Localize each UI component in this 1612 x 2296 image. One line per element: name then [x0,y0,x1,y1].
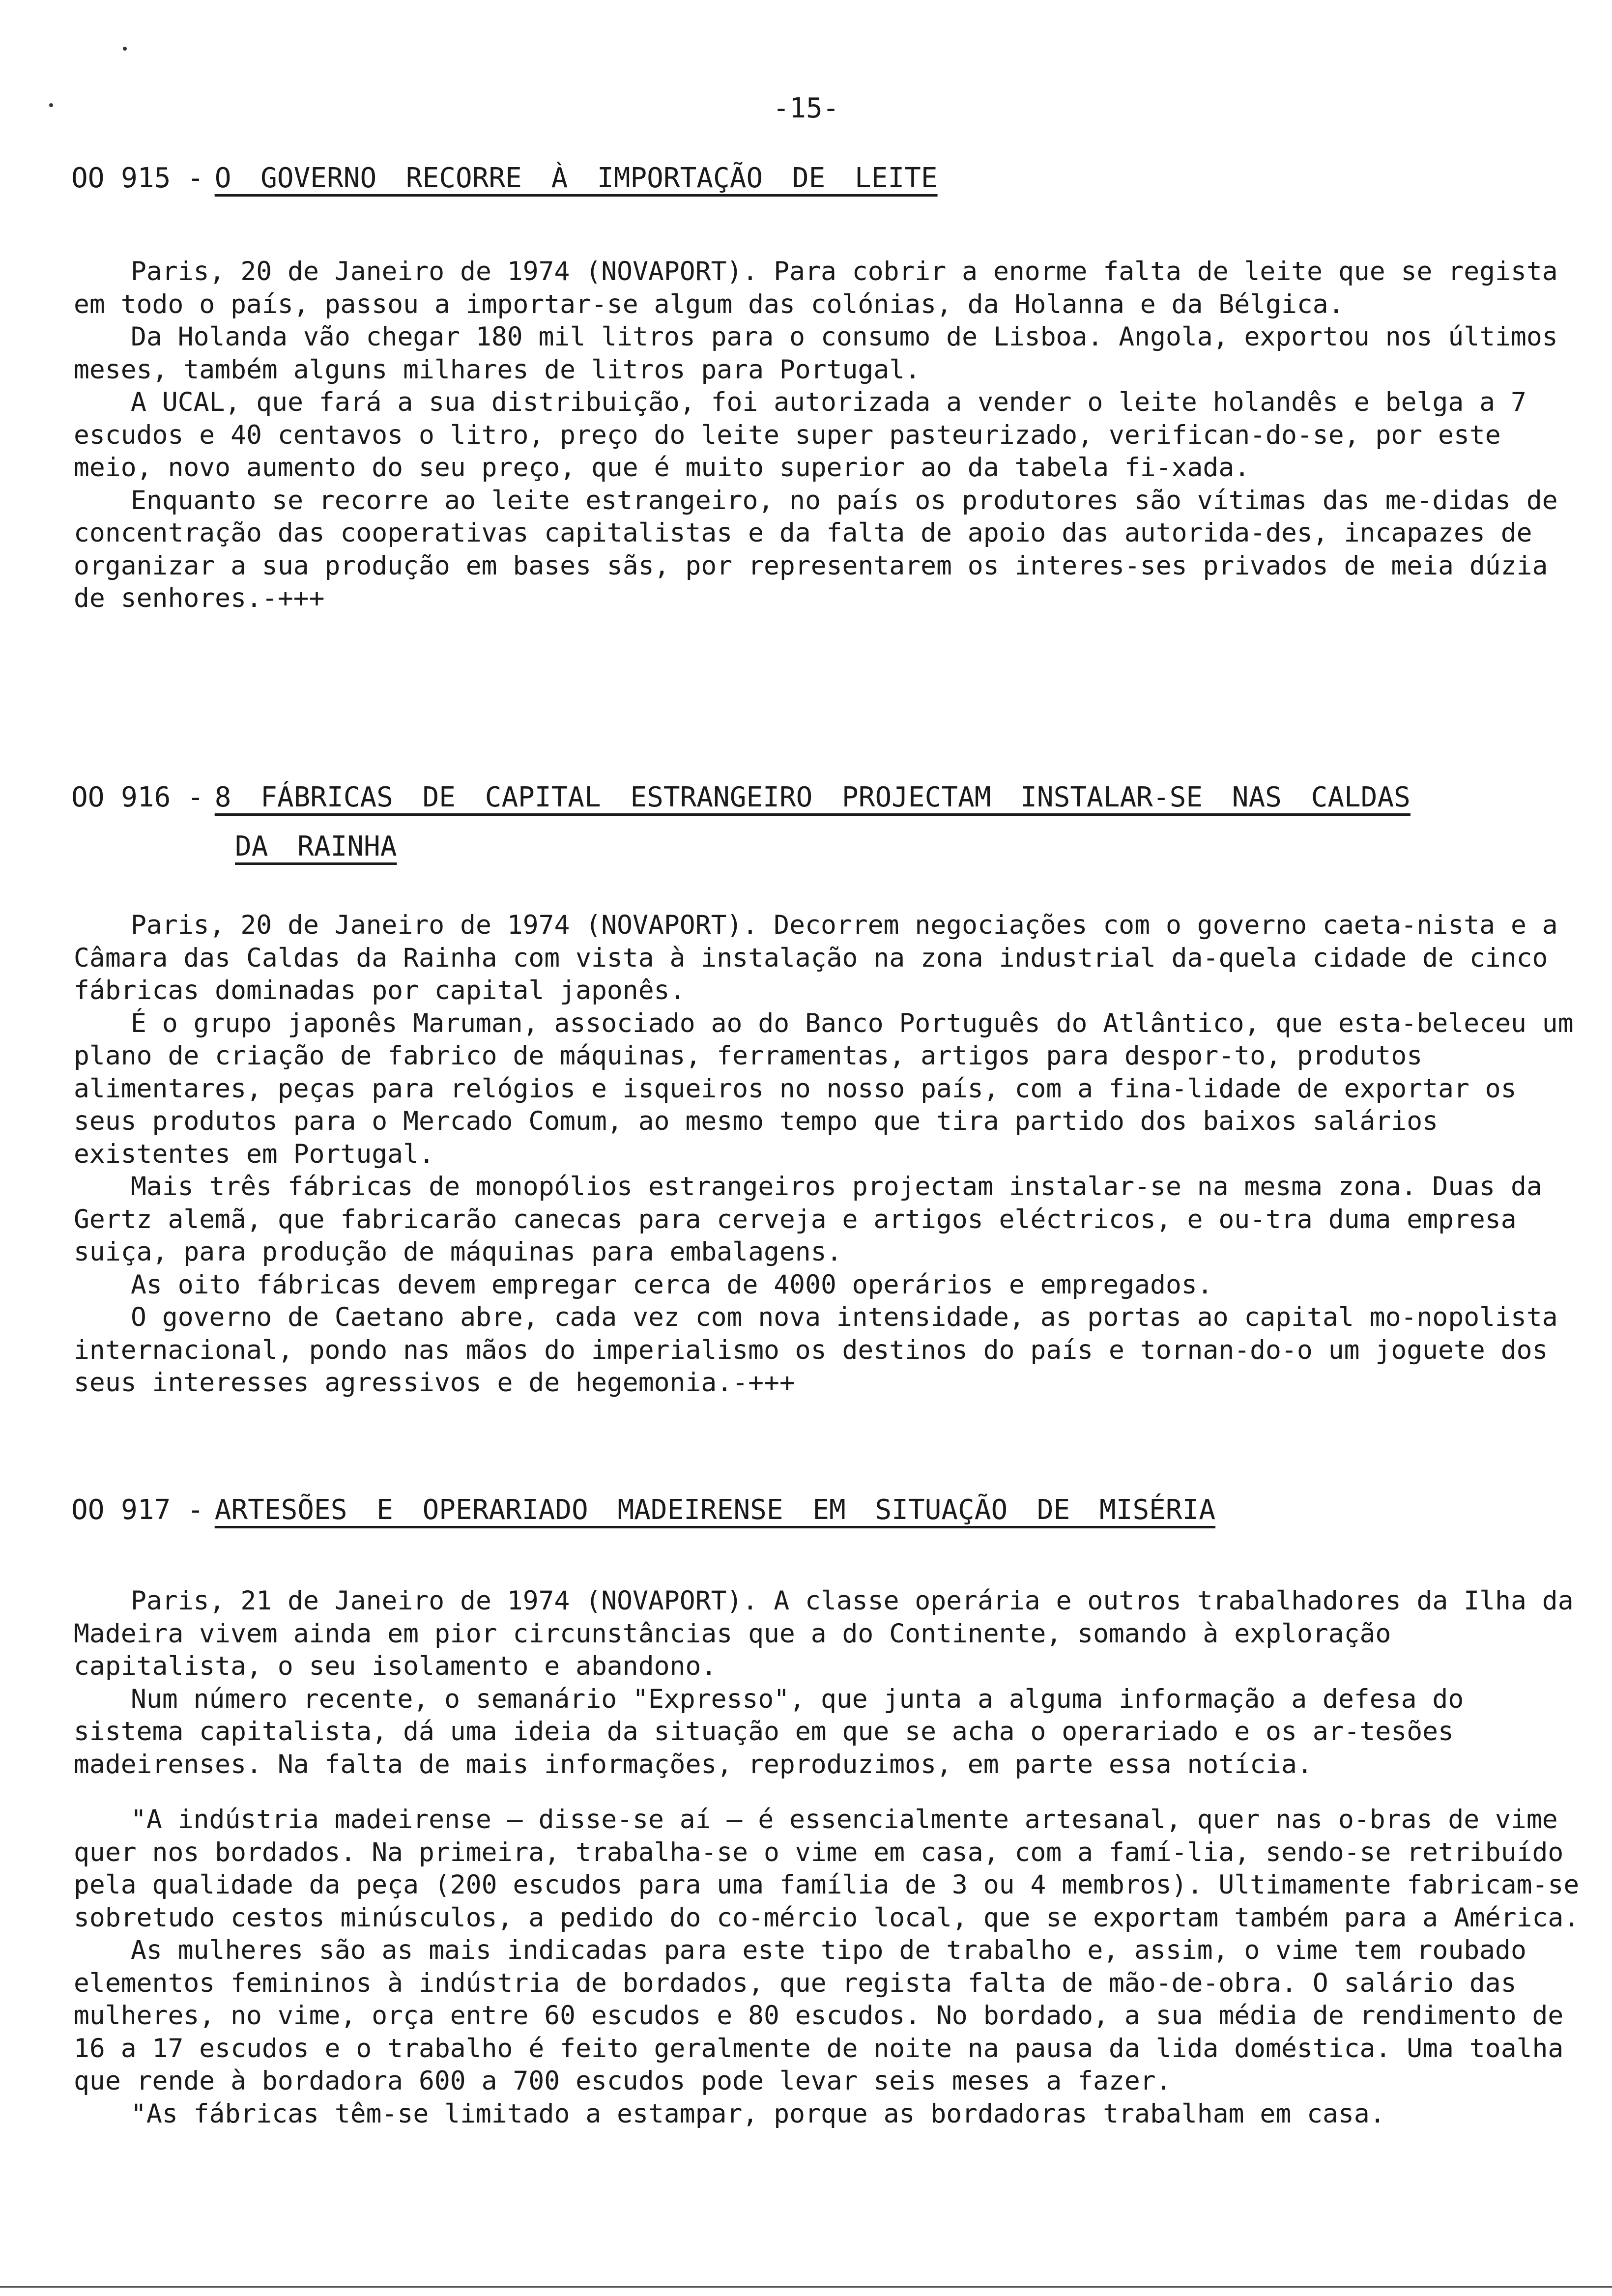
article-code: OO 917 - [71,1494,204,1526]
page-number: -15- [773,92,839,124]
paragraph: "A indústria madeirense — disse-se aí — é essencialmente artesanal, quer nas o-bras de vime quer nos bordados. Na primeira, trabalha-se o vime em casa, com a famí-lia, sendo-se retribuído pela qualidade da peça (200 escudos para uma família de 3 ou 4 membros). Ultimamente fabricam-se sobretudo cestos minúsculos, a pedido do co-mércio local, que se exportam também para a América. [74,1805,1580,1933]
article-title: O GOVERNO RECORRE À IMPORTAÇÃO DE LEITE [214,162,938,194]
article-917-header [71,1494,1215,1526]
article-917-quote [74,1804,1587,2130]
paragraph: Enquanto se recorre ao leite estrangeiro, no país os produtores são vítimas das me-didas de concentração das cooperativas capitalistas e da falta de apoio das autorida-des, incapazes de organizar a sua produção em bases sãs, por representarem os interes-ses privados de meia dúzia de senhores.-+++ [74,485,1558,613]
paragraph: As oito fábricas devem empregar cerca de 4000 operários e empregados. [131,1269,1213,1300]
paragraph: O governo de Caetano abre, cada vez com nova intensidade, as portas ao capital mo-nopolista internacional, pondo nas mãos do imperialismo os destinos do país e tornan-do-o um joguete dos seus interesses agressivos e de hegemonia.-+++ [74,1302,1558,1398]
article-code: OO 915 - [71,162,204,194]
article-916-body [74,909,1587,1400]
article-title-continuation: DA RAINHA [235,831,397,862]
paragraph: Num número recente, o semanário "Expresso", que junta a alguma informação a defesa do sistema capitalista, dá uma ideia da situação em que se acha o operariado e os ar-tesões madeirenses. Na falta de mais informações, reproduzimos, em parte essa notícia. [74,1684,1464,1779]
paragraph: Paris, 20 de Janeiro de 1974 (NOVAPORT). Para cobrir a enorme falta de leite que se regista em todo o país, passou a importar-se algum das colónias, da Holanna e da Bélgica. [74,257,1558,319]
article-916-header [71,781,1410,813]
paragraph: Paris, 21 de Janeiro de 1974 (NOVAPORT). A classe operária e outros trabalhadores da Ilha da Madeira vivem ainda em pior circunstâncias que a do Continente, somando à exploração capitalista, o seu isolamento e abandono. [74,1586,1574,1681]
article-917-body [74,1585,1587,1781]
article-915-header [71,162,938,194]
paragraph: Paris, 20 de Janeiro de 1974 (NOVAPORT). Decorrem negociações com o governo caeta-nista e a Câmara das Caldas da Rainha com vista à instalação na zona industrial da-quela cidade de cinco fábricas dominadas por capital japonês. [74,910,1558,1005]
paragraph: Da Holanda vão chegar 180 mil litros para o consumo de Lisboa. Angola, exportou nos últimos meses, também alguns milhares de litros para Portugal. [74,322,1558,385]
paragraph: Mais três fábricas de monopólios estrangeiros projectam instalar-se na mesma zona. Duas da Gertz alemã, que fabricarão canecas para cerveja e artigos eléctricos, e ou-tra duma empresa suiça, para produção de máquinas para embalagens. [74,1172,1542,1267]
paragraph: É o grupo japonês Maruman, associado ao do Banco Português do Atlântico, que esta-beleceu um plano de criação de fabrico de máquinas, ferramentas, artigos para despor-to, produtos alimentares, peças para relógios e isqueiros no nosso país, com a fina-lidade de exportar os seus produtos para o Mercado Comum, ao mesmo tempo que tira partido dos baixos salários existentes em Portugal. [74,1008,1574,1169]
article-title: ARTESÕES E OPERARIADO MADEIRENSE EM SITUAÇÃO DE MISÉRIA [214,1494,1216,1526]
bottom-rule [0,2286,1612,2288]
article-915-body [74,256,1587,615]
paragraph: As mulheres são as mais indicadas para este tipo de trabalho e, assim, o vime tem roubado elementos femininos à indústria de bordados, que regista falta de mão-de-obra. O salário das mulheres, no vime, orça entre 60 escudos e 80 escudos. No bordado, a sua média de rendimento de 16 a 17 escudos e o trabalho é feito geralmente de noite na pausa da lida doméstica. Uma toalha que rende à bordadora 600 a 700 escudos pode levar seis meses a fazer. [74,1935,1564,2096]
article-code: OO 916 - [71,781,204,813]
paragraph: A UCAL, que fará a sua distribuição, foi autorizada a vender o leite holandês e belga a 7 escudos e 40 centavos o litro, preço do leite super pasteurizado, verifican-do-se, por este meio, novo aumento do seu preço, que é muito superior ao da tabela fi-xada. [74,387,1526,483]
paragraph: "As fábricas têm-se limitado a estampar, porque as bordadoras trabalham em casa. [131,2098,1385,2129]
scan-speck [123,47,127,51]
article-title: 8 FÁBRICAS DE CAPITAL ESTRANGEIRO PROJECTAM INSTALAR-SE NAS CALDAS [214,781,1410,813]
